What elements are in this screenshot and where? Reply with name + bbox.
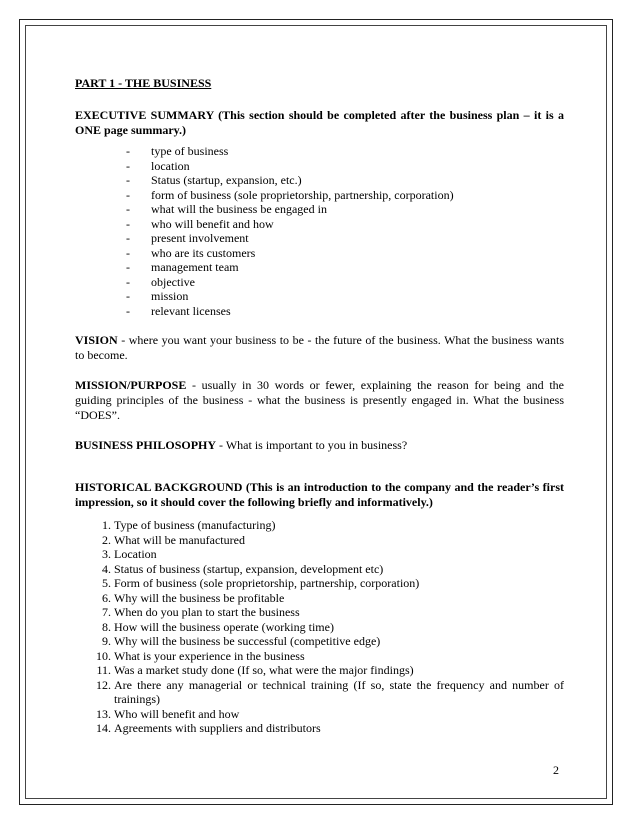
list-item xyxy=(91,620,564,635)
list-item-text: objective xyxy=(151,274,195,289)
list-item-text: type of business xyxy=(151,144,229,158)
list-item-number: 14. xyxy=(96,721,111,735)
mission-text: - usually in 30 words or fewer, explaining the reason for being and the guiding principles of the business - what the business is presently engaged in. What the business “DOES”. xyxy=(75,378,564,422)
list-item-text: Why will the business be profitable xyxy=(114,590,285,605)
list-item-number: 3. xyxy=(102,547,111,561)
list-item: - what will the business be engaged in xyxy=(126,202,327,216)
list-item-text: what will the business be engaged in xyxy=(151,202,327,216)
list-item-text: Location xyxy=(114,547,157,561)
executive-summary-heading: EXECUTIVE SUMMARY (This section should be completed after the business plan – it is a ONE page summary.) xyxy=(75,108,564,137)
list-item: - mission xyxy=(126,289,189,303)
list-item-text: form of business (sole proprietorship, partnership, corporation) xyxy=(151,187,454,202)
document-body xyxy=(75,76,564,736)
list-item xyxy=(91,707,564,722)
list-item-text: relevant licenses xyxy=(151,303,231,318)
list-item-number: 8. xyxy=(102,619,111,634)
list-item xyxy=(91,533,564,548)
list-item-text: Was a market study done (If so, what were the major findings) xyxy=(114,663,414,677)
list-item: - type of business xyxy=(126,144,229,158)
list-item: - objective xyxy=(126,274,195,289)
philosophy-paragraph xyxy=(75,438,564,453)
list-item-text: Why will the business be successful (competitive edge) xyxy=(114,634,381,648)
list-item xyxy=(91,721,564,736)
list-item: - relevant licenses xyxy=(126,303,231,318)
list-item xyxy=(91,649,564,664)
list-item-text: Type of business (manufacturing) xyxy=(114,518,276,532)
vision-text: - where you want your business to be - the future of the business. What the business wants to become. xyxy=(75,333,564,362)
list-item-number: 5. xyxy=(102,576,111,590)
page-number: 2 xyxy=(553,763,559,777)
list-item-text: present involvement xyxy=(151,231,249,245)
list-item xyxy=(91,547,564,562)
philosophy-text: - What is important to you in business? xyxy=(216,438,408,452)
list-item-number: 10. xyxy=(96,648,111,663)
part-heading: PART 1 - THE BUSINESS xyxy=(75,76,212,90)
list-item-number: 2. xyxy=(102,532,111,547)
list-item: - location xyxy=(126,158,190,173)
mission-paragraph xyxy=(75,378,564,423)
list-item-number: 9. xyxy=(102,634,111,648)
philosophy-label: BUSINESS PHILOSOPHY xyxy=(75,438,217,452)
list-item-text: Are there any managerial or technical training (If so, state the frequency and number of trainings) xyxy=(114,677,564,706)
historical-background-heading: HISTORICAL BACKGROUND (This is an introduction to the company and the reader’s first impression, so it should cover the following briefly and informatively.) xyxy=(75,480,564,509)
list-item-number: 1. xyxy=(102,518,111,532)
list-item-text: Status of business (startup, expansion, development etc) xyxy=(114,561,384,576)
list-item-text: Who will benefit and how xyxy=(114,706,240,721)
list-item xyxy=(91,591,564,606)
list-item-text: When do you plan to start the business xyxy=(114,605,300,619)
list-item: - who will benefit and how xyxy=(126,216,274,231)
list-item xyxy=(91,518,564,533)
list-item: - Status (startup, expansion, etc.) xyxy=(126,173,302,187)
list-item-text: What is your experience in the business xyxy=(114,648,305,663)
list-item-text: mission xyxy=(151,289,189,303)
list-item-text: What will be manufactured xyxy=(114,532,245,547)
list-item-text: who will benefit and how xyxy=(151,216,274,231)
list-item-number: 7. xyxy=(102,605,111,619)
list-item-text: Status (startup, expansion, etc.) xyxy=(151,173,302,187)
mission-label: MISSION/PURPOSE xyxy=(75,378,187,392)
list-item-number: 4. xyxy=(102,561,111,576)
list-item-number: 11. xyxy=(96,663,111,677)
historical-background-list xyxy=(75,518,564,736)
list-item-text: location xyxy=(151,158,190,173)
list-item xyxy=(91,562,564,577)
vision-paragraph xyxy=(75,333,564,363)
list-item-number: 13. xyxy=(96,706,111,721)
list-item-text: management team xyxy=(151,260,239,274)
list-item xyxy=(91,663,564,678)
list-item-text: Form of business (sole proprietorship, partnership, corporation) xyxy=(114,576,420,590)
list-item: - management team xyxy=(126,260,239,274)
list-item: - present involvement xyxy=(126,231,249,245)
list-item xyxy=(91,634,564,649)
list-item-text: Agreements with suppliers and distributors xyxy=(114,721,321,735)
list-item xyxy=(91,576,564,591)
list-item: - form of business (sole proprietorship, partnership, corporation) xyxy=(126,187,454,202)
list-item-text: who are its customers xyxy=(151,245,256,260)
list-item xyxy=(91,605,564,620)
list-item-number: 6. xyxy=(102,590,111,605)
vision-label: VISION xyxy=(75,333,118,347)
list-item-text: How will the business operate (working time) xyxy=(114,619,334,634)
list-item-number: 12. xyxy=(96,677,111,692)
list-item: - who are its customers xyxy=(126,245,256,260)
executive-summary-list xyxy=(75,144,564,318)
list-item xyxy=(91,678,564,707)
